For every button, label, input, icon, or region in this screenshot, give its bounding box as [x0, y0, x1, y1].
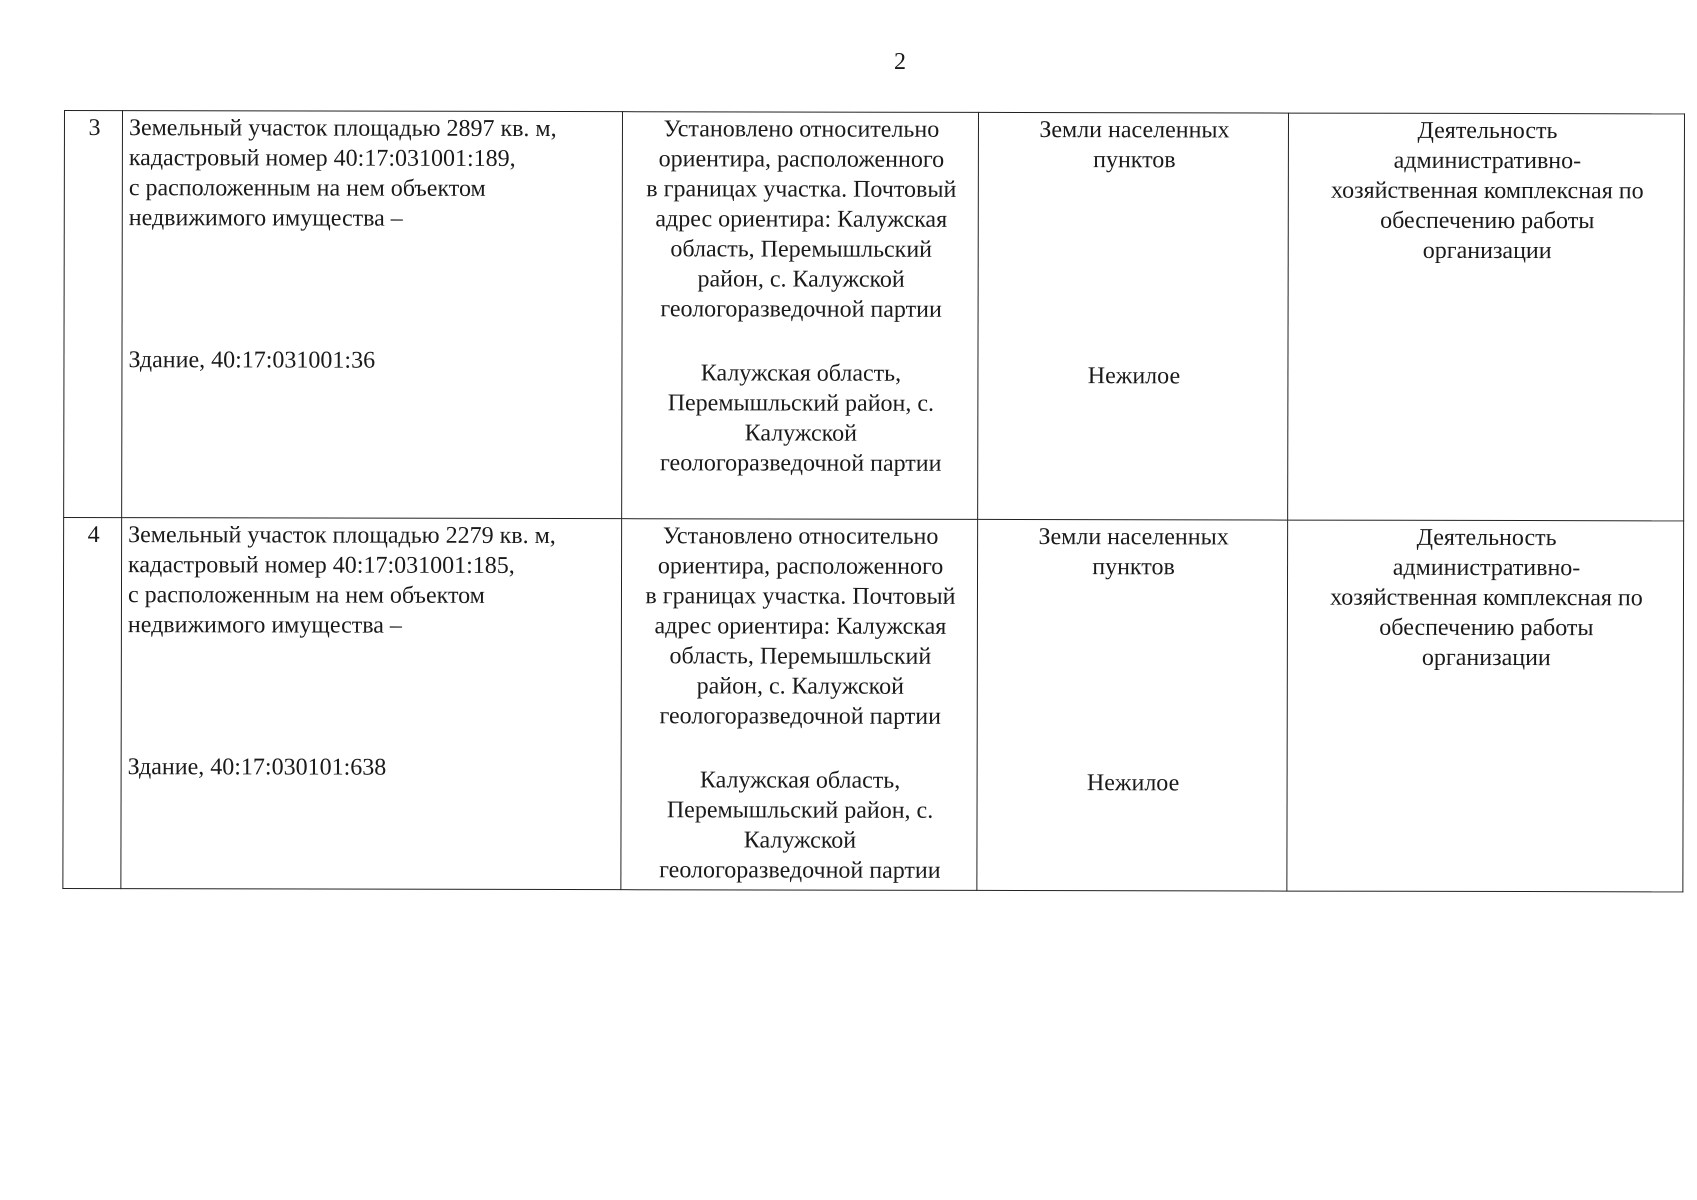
building-description: Здание, 40:17:030101:638 — [127, 754, 387, 781]
activity-description: Деятельность административно- хозяйственная комплексная по обеспечению работы организации — [1331, 117, 1644, 265]
object-cell — [121, 518, 622, 890]
activity-description: Деятельность административно- хозяйственная комплексная по обеспечению работы организации — [1330, 524, 1643, 672]
address-cell — [621, 519, 978, 891]
land-plot-address: Установлено относительно ориентира, расположенного в границах участка. Почтовый адрес ориентира: Калужская область, Перемышльский район, с. Калужской геологоразведочной партии — [646, 116, 957, 323]
row-number: 3 — [88, 115, 101, 142]
row-number: 4 — [87, 522, 100, 549]
building-address: Калужская область, Перемышльский район, с. Калужской геологоразведочной партии — [659, 767, 941, 884]
table-row — [64, 111, 1685, 521]
row-number-cell — [63, 518, 122, 889]
land-plot-description: Земельный участок площадью 2279 кв. м, кадастровый номер 40:17:031001:185, с расположенным на нем объектом недвижимого имущества – — [127, 522, 556, 639]
category-cell — [978, 112, 1289, 520]
land-category: Земли населенных пунктов — [1039, 117, 1230, 174]
address-cell — [622, 112, 979, 520]
object-cell — [122, 111, 623, 519]
building-category: Нежилое — [1086, 770, 1180, 797]
land-plot-description: Земельный участок площадью 2897 кв. м, кадастровый номер 40:17:031001:189, с расположенным на нем объектом недвижимого имущества – — [128, 115, 557, 232]
land-category: Земли населенных пунктов — [1038, 524, 1229, 581]
activity-cell — [1287, 520, 1684, 892]
building-category: Нежилое — [1087, 363, 1181, 390]
category-cell — [977, 519, 1288, 891]
table-row — [63, 518, 1684, 892]
building-description: Здание, 40:17:031001:36 — [128, 347, 376, 374]
row-number-cell — [64, 111, 123, 518]
activity-cell — [1288, 113, 1685, 521]
page-number: 2 — [894, 49, 906, 75]
building-address: Калужская область, Перемышльский район, с. Калужской геологоразведочной партии — [659, 360, 942, 477]
land-plot-address: Установлено относительно ориентира, расположенного в границах участка. Почтовый адрес ориентира: Калужская область, Перемышльский район, с. Калужской геологоразведочной партии — [645, 523, 956, 730]
property-registry-table — [62, 110, 1685, 892]
